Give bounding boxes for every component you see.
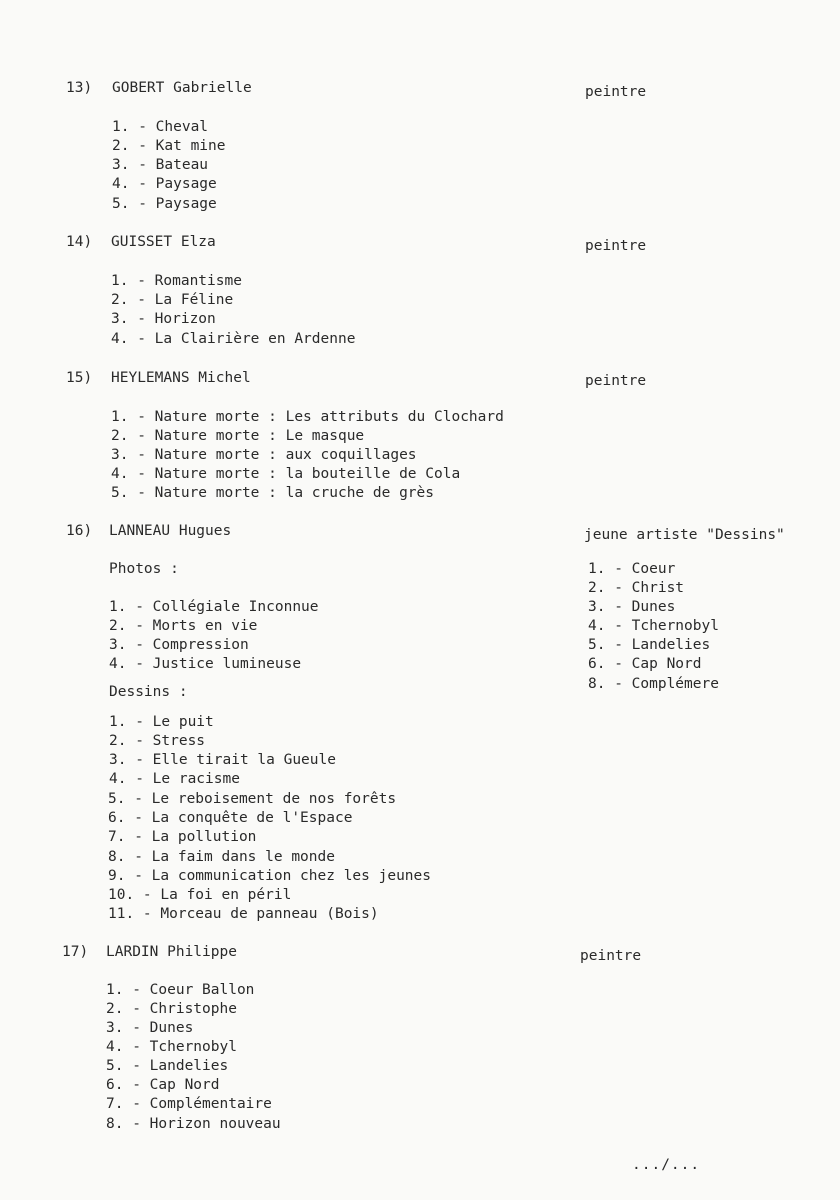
list-item: 6. - Cap Nord — [106, 1077, 220, 1093]
list-item: 2. - La Féline — [111, 292, 234, 308]
entry-15-role: peintre — [585, 373, 647, 389]
list-item: 5. - Nature morte : la cruche de grès — [111, 485, 435, 501]
list-item: 4. - Paysage — [112, 176, 217, 192]
page-continuation: .../... — [632, 1157, 701, 1173]
list-item: 2. - Kat mine — [112, 138, 226, 154]
entry-14-role: peintre — [585, 238, 647, 254]
list-item: 3. - Dunes — [106, 1020, 194, 1036]
list-item: 4. - Tchernobyl — [588, 618, 719, 634]
list-item: 1. - Nature morte : Les attributs du Clochard — [111, 409, 504, 425]
list-item: 10. - La foi en péril — [108, 887, 292, 903]
list-item: 4. - La Clairière en Ardenne — [111, 331, 356, 347]
list-item: 5. - Landelies — [106, 1058, 229, 1074]
entry-13-number: 13) — [66, 80, 93, 96]
entry-17-name: LARDIN Philippe — [106, 944, 237, 960]
list-item: 1. - Le puit — [109, 714, 214, 730]
list-item: 4. - Le racisme — [109, 771, 240, 787]
list-item: 8. - Complémere — [588, 676, 719, 692]
list-item: 1. - Cheval — [112, 119, 209, 135]
list-item: 2. - Stress — [109, 733, 206, 749]
list-item: 8. - Horizon nouveau — [106, 1116, 281, 1132]
photos-heading: Photos : — [109, 561, 179, 577]
list-item: 4. - Nature morte : la bouteille de Cola — [111, 466, 461, 482]
entry-15-number: 15) — [66, 370, 93, 386]
list-item: 5. - Landelies — [588, 637, 711, 653]
entry-14-number: 14) — [66, 234, 93, 250]
entry-14-name: GUISSET Elza — [111, 234, 216, 250]
list-item: 1. - Romantisme — [111, 273, 242, 289]
list-item: 5. - Le reboisement de nos forêts — [108, 791, 397, 807]
entry-15-name: HEYLEMANS Michel — [111, 370, 251, 386]
list-item: 8. - La faim dans le monde — [108, 849, 335, 865]
list-item: 2. - Christ — [588, 580, 685, 596]
list-item: 2. - Morts en vie — [109, 618, 258, 634]
list-item: 3. - Bateau — [112, 157, 209, 173]
list-item: 7. - Complémentaire — [106, 1096, 272, 1112]
entry-13-name: GOBERT Gabrielle — [112, 80, 252, 96]
entry-16-number: 16) — [66, 523, 93, 539]
list-item: 6. - Cap Nord — [588, 656, 702, 672]
entry-16-role: jeune artiste "Dessins" — [584, 527, 785, 543]
list-item: 1. - Coeur — [588, 561, 676, 577]
entry-17-number: 17) — [62, 944, 89, 960]
dessins-heading: Dessins : — [109, 684, 188, 700]
list-item: 1. - Collégiale Inconnue — [109, 599, 319, 615]
list-item: 3. - Dunes — [588, 599, 676, 615]
entry-17-role: peintre — [580, 948, 642, 964]
list-item: 5. - Paysage — [112, 196, 217, 212]
list-item: 11. - Morceau de panneau (Bois) — [108, 906, 379, 922]
list-item: 3. - Elle tirait la Gueule — [109, 752, 336, 768]
list-item: 3. - Nature morte : aux coquillages — [111, 447, 417, 463]
list-item: 7. - La pollution — [108, 829, 257, 845]
entry-16-name: LANNEAU Hugues — [109, 523, 232, 539]
list-item: 2. - Christophe — [106, 1001, 237, 1017]
list-item: 4. - Tchernobyl — [106, 1039, 237, 1055]
list-item: 1. - Coeur Ballon — [106, 982, 255, 998]
entry-13-role: peintre — [585, 84, 647, 100]
list-item: 4. - Justice lumineuse — [109, 656, 302, 672]
list-item: 3. - Compression — [109, 637, 249, 653]
list-item: 9. - La communication chez les jeunes — [108, 868, 432, 884]
list-item: 2. - Nature morte : Le masque — [111, 428, 365, 444]
list-item: 3. - Horizon — [111, 311, 216, 327]
list-item: 6. - La conquête de l'Espace — [108, 810, 353, 826]
